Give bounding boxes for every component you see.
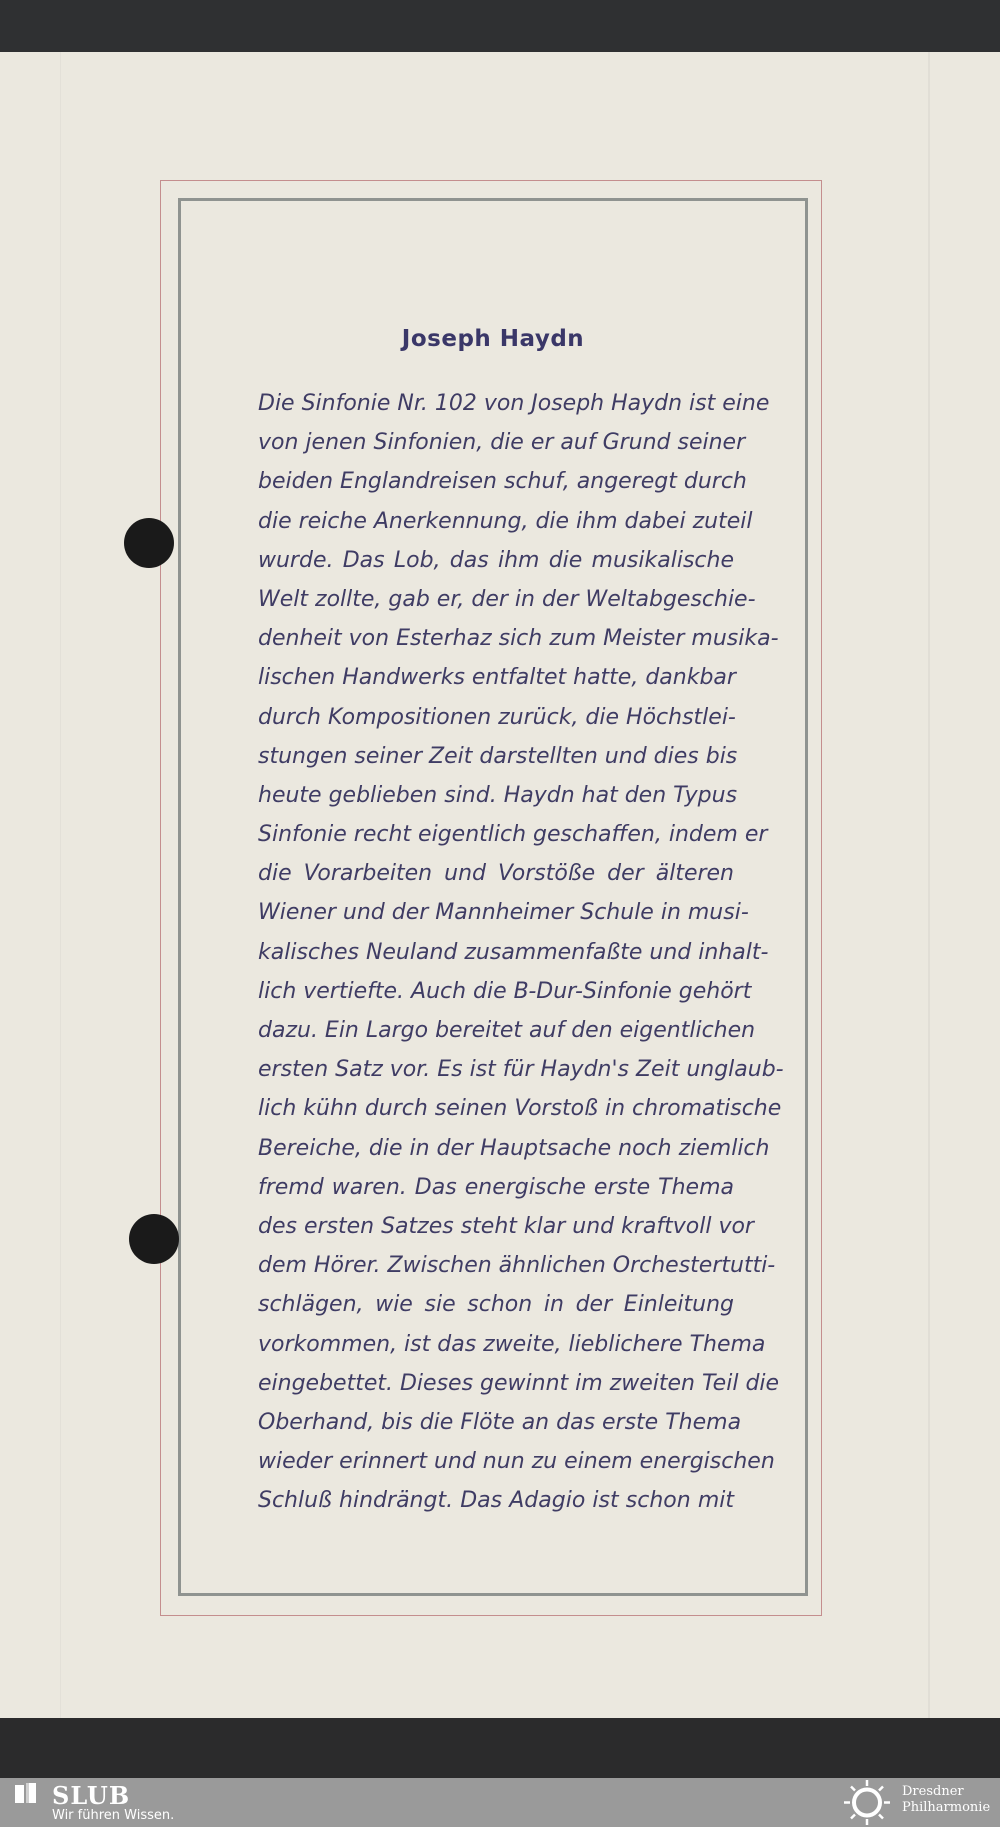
punch-hole-upper [124, 518, 174, 568]
philharmonie-line-1: Dresdner [902, 1784, 964, 1799]
text-line: Bereiche, die in der Hauptsache noch ziemlich [258, 1135, 770, 1161]
text-line: Schluß hindrängt. Das Adagio ist schon mit [258, 1488, 734, 1514]
slub-slogan: Wir führen Wissen. [52, 1808, 175, 1823]
paper-fold-right [928, 52, 930, 1724]
text-line: lich kühn durch seinen Vorstoß in chromatische [258, 1096, 782, 1122]
text-line: lich vertiefte. Auch die B-Dur-Sinfonie gehört [258, 978, 752, 1004]
slub-brand-name[interactable]: SLUB [52, 1781, 131, 1810]
text-line: heute geblieben sind. Haydn hat den Typus [258, 782, 738, 808]
paper-fold-left [60, 52, 61, 1724]
text-line: denheit von Esterhaz sich zum Meister musika- [258, 626, 779, 652]
text-line: dem Hörer. Zwischen ähnlichen Orchestertutti- [258, 1253, 776, 1279]
scan-top-border [0, 0, 1000, 52]
text-line: des ersten Satzes steht klar und kraftvoll vor [258, 1213, 754, 1239]
text-line: von jenen Sinfonien, die er auf Grund seiner [258, 430, 746, 456]
text-line: Wiener und der Mannheimer Schule in musi- [258, 900, 749, 926]
philharmonie-logo-icon[interactable] [840, 1778, 894, 1827]
text-line: vorkommen, ist das zweite, lieblichere Thema [258, 1331, 766, 1357]
text-line: die reiche Anerkennung, die ihm dabei zuteil [258, 508, 753, 534]
slub-logo-icon[interactable] [14, 1782, 38, 1804]
document-title: Joseph Haydn [401, 326, 585, 352]
philharmonie-name[interactable] [902, 1784, 990, 1816]
text-line: schlägen, wie sie schon in der Einleitung [258, 1292, 734, 1318]
text-line: ersten Satz vor. Es ist für Haydn's Zeit unglaub- [258, 1057, 784, 1083]
text-line: wieder erinnert und nun zu einem energischen [258, 1449, 775, 1475]
philharmonie-line-2: Philharmonie [902, 1800, 991, 1815]
text-line: lischen Handwerks entfaltet hatte, dankbar [258, 665, 736, 691]
text-line: fremd waren. Das energische erste Thema [258, 1174, 734, 1200]
text-line: Oberhand, bis die Flöte an das erste Thema [258, 1409, 742, 1435]
text-line: beiden Englandreisen schuf, angeregt durch [258, 469, 747, 495]
text-line: stungen seiner Zeit darstellten und dies bis [258, 743, 738, 769]
document-body [258, 384, 784, 1520]
text-line: die Vorarbeiten und Vorstöße der älteren [258, 861, 734, 887]
text-line: kalisches Neuland zusammenfaßte und inhalt- [258, 939, 769, 965]
text-line: Welt zollte, gab er, der in der Weltabgeschie- [258, 586, 756, 612]
text-line: Die Sinfonie Nr. 102 von Joseph Haydn ist eine [258, 391, 770, 416]
text-line: wurde. Das Lob, das ihm die musikalische [258, 547, 734, 573]
text-line: eingebettet. Dieses gewinnt im zweiten Teil die [258, 1370, 780, 1396]
text-line: Sinfonie recht eigentlich geschaffen, indem er [258, 822, 768, 848]
scan-bottom-border [0, 1718, 1000, 1778]
text-line: dazu. Ein Largo bereitet auf den eigentlichen [258, 1018, 756, 1043]
text-line: durch Kompositionen zurück, die Höchstlei- [258, 704, 736, 730]
punch-hole-lower [129, 1214, 179, 1264]
